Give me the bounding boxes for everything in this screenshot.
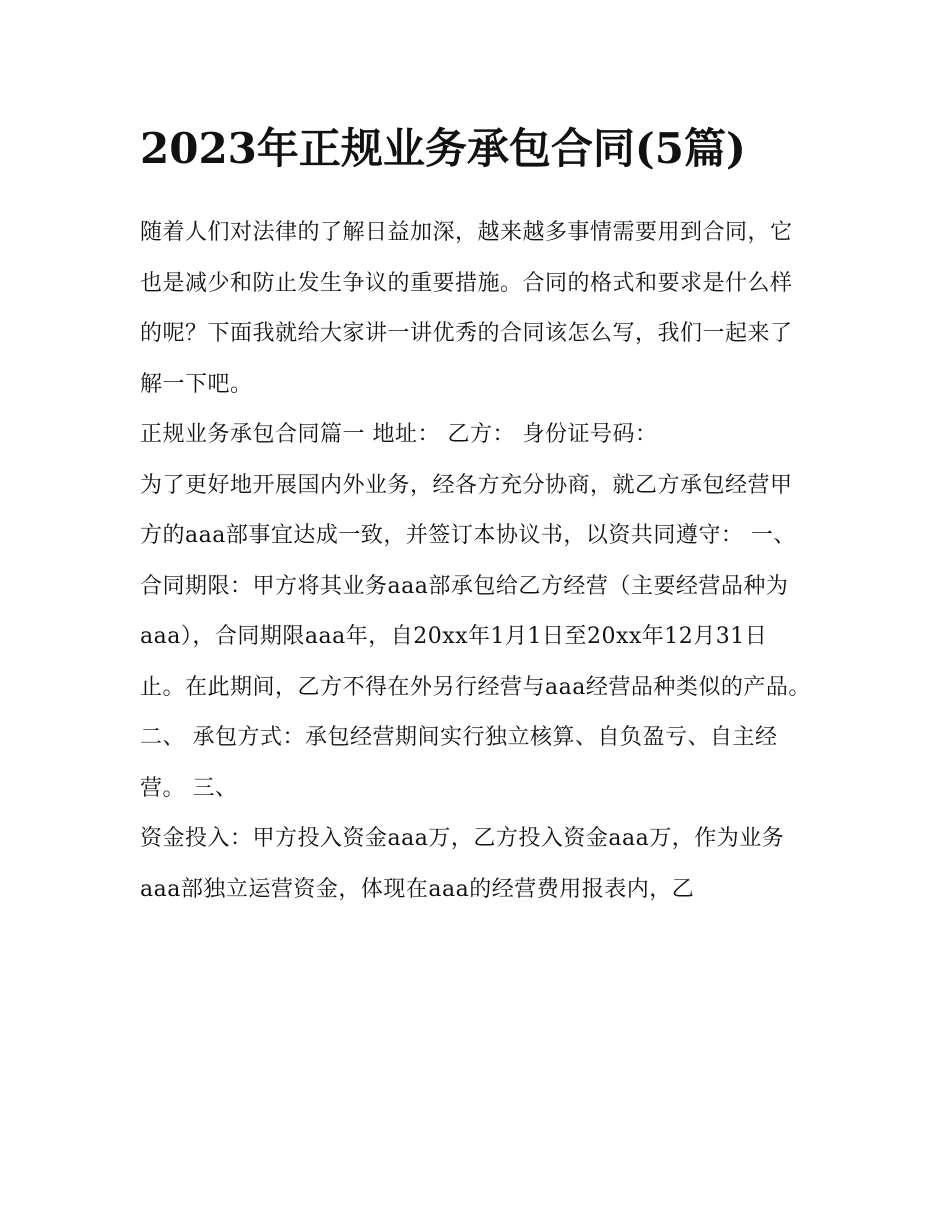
contract-header-line: 正规业务承包合同篇一 地址： 乙方： 身份证号码： [140, 422, 658, 447]
document-body [140, 118, 812, 915]
capital-investment-paragraph: 资金投入：甲方投入资金aaa万，乙方投入资金aaa万，作为业务aaa部独立运营资金，体现在aaa的经营费用报表内，乙 [140, 826, 785, 902]
contract-mode-paragraph: 二、 承包方式：承包经营期间实行独立核算、自负盈亏、自主经营。 三、 [140, 725, 778, 801]
document-title: 2023年正规业务承包合同(5篇) [140, 124, 746, 173]
intro-paragraph: 随着人们对法律的了解日益加深，越来越多事情需要用到合同，它也是减少和防止发生争议的重要措施。合同的格式和要求是什么样的呢？下面我就给大家讲一讲优秀的合同该怎么写，我们一起来了解一下吧。 [140, 220, 793, 397]
term-clause-paragraph: 合同期限：甲方将其业务aaa部承包给乙方经营（主要经营品种为aaa），合同期限aaa年，自20xx年1月1日至20xx年12月31日止。在此期间，乙方不得在外另行经营与aaa经营品种类似的产品。 [140, 573, 811, 700]
preamble-paragraph: 为了更好地开展国内外业务，经各方充分协商，就乙方承包经营甲方的aaa部事宜达成一致，并签订本协议书，以资共同遵守： 一、 [140, 472, 796, 548]
